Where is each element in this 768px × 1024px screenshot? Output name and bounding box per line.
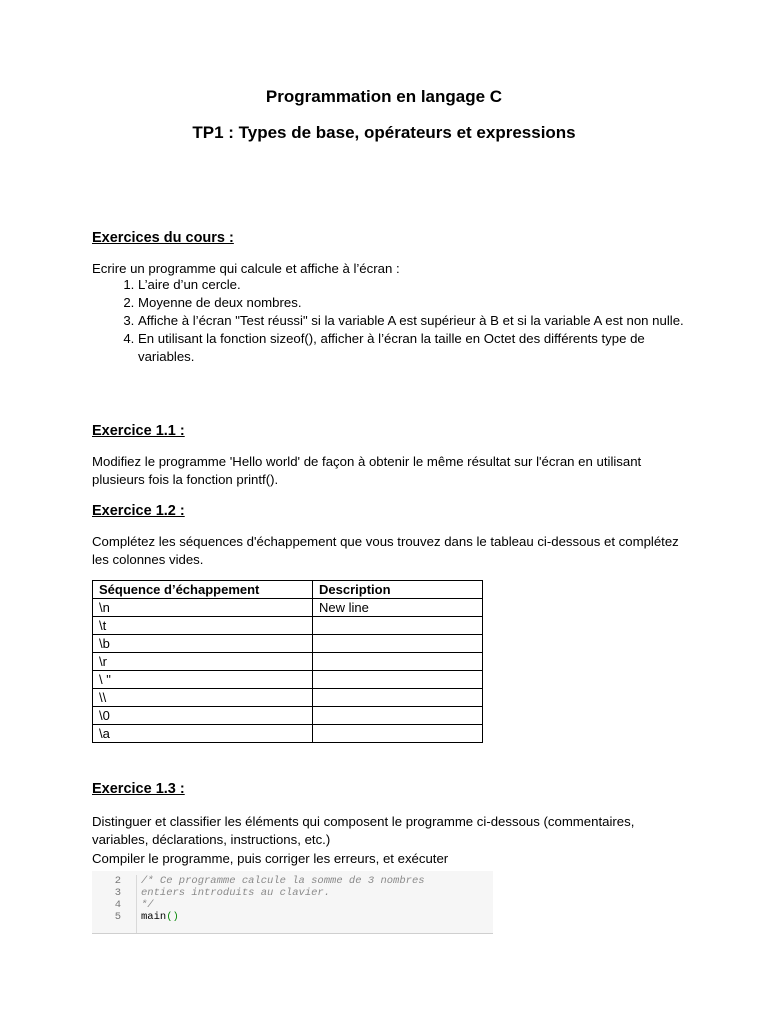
line-number: 4 — [114, 899, 121, 911]
table-cell: \\ — [93, 689, 313, 707]
table-row — [93, 671, 483, 689]
code-comment-line: entiers introduits au clavier. — [141, 887, 331, 899]
table-row — [93, 689, 483, 707]
table-cell: \n — [93, 599, 313, 617]
table-header-row — [93, 581, 483, 599]
code-function-name: main — [141, 911, 167, 923]
list-item: 4. En utilisant la fonction sizeof(), afficher à l’écran la taille en Octet des différents type de variables. — [138, 330, 698, 366]
table-cell — [313, 707, 483, 725]
heading-exercice-1-1: Exercice 1.1 : — [92, 423, 185, 439]
table-cell: \b — [93, 635, 313, 653]
table-cell: \a — [93, 725, 313, 743]
line-number: 5 — [114, 911, 121, 923]
exercice-1-3-text: Distinguer et classifier les éléments qui composent le programme ci-dessous (commentaires, variables, déclarations, instructions, etc.) — [92, 814, 635, 847]
table-row — [93, 635, 483, 653]
heading-exercice-1-3: Exercice 1.3 : — [92, 781, 185, 797]
code-block — [92, 871, 493, 934]
heading-exercices-cours: Exercices du cours : — [92, 230, 234, 246]
table-cell — [313, 617, 483, 635]
exercice-1-2-text: Complétez les séquences d'échappement que vous trouvez dans le tableau ci-dessous et complétez les colonnes vides. — [92, 534, 679, 567]
document-subtitle: TP1 : Types de base, opérateurs et expressions — [192, 123, 576, 142]
table-row — [93, 653, 483, 671]
heading-exercice-1-2: Exercice 1.2 : — [92, 503, 185, 519]
code-comment-line: */ — [141, 899, 154, 911]
list-item: 2. Moyenne de deux nombres. — [138, 294, 698, 312]
column-header-description: Description — [313, 581, 483, 599]
code-source — [141, 875, 425, 923]
table-row — [93, 725, 483, 743]
code-comment-line: /* Ce programme calcule la somme de 3 nombres — [141, 875, 425, 887]
table-cell — [313, 671, 483, 689]
table-row — [93, 707, 483, 725]
list-item: 1. L’aire d’un cercle. — [138, 276, 698, 294]
table-cell — [313, 653, 483, 671]
exercice-1-3-instruction: Compiler le programme, puis corriger les erreurs, et exécuter — [92, 851, 449, 866]
code-line-main — [141, 911, 425, 923]
table-cell: \r — [93, 653, 313, 671]
table-row — [93, 617, 483, 635]
table-cell — [313, 689, 483, 707]
cours-list — [92, 276, 698, 366]
list-item: 3. Affiche à l’écran "Test réussi" si la variable A est supérieur à B et si la variable A est non nulle. — [138, 312, 698, 330]
table-cell — [313, 635, 483, 653]
line-number: 3 — [114, 887, 121, 899]
table-row — [93, 599, 483, 617]
table-cell: \t — [93, 617, 313, 635]
table-cell — [313, 725, 483, 743]
line-number: 2 — [114, 875, 121, 887]
cours-intro: Ecrire un programme qui calcule et affiche à l’écran : — [92, 261, 400, 276]
column-header-sequence: Séquence d’échappement — [93, 581, 313, 599]
table-cell: New line — [313, 599, 483, 617]
table-cell: \0 — [93, 707, 313, 725]
escape-sequence-table — [92, 580, 483, 743]
table-cell: \ " — [93, 671, 313, 689]
code-parens: () — [166, 911, 179, 923]
exercice-1-1-text: Modifiez le programme 'Hello world' de façon à obtenir le même résultat sur l'écran en utilisant plusieurs fois la fonction printf(). — [92, 454, 642, 487]
line-number-gutter — [92, 875, 137, 933]
document-title: Programmation en langage C — [265, 87, 503, 106]
